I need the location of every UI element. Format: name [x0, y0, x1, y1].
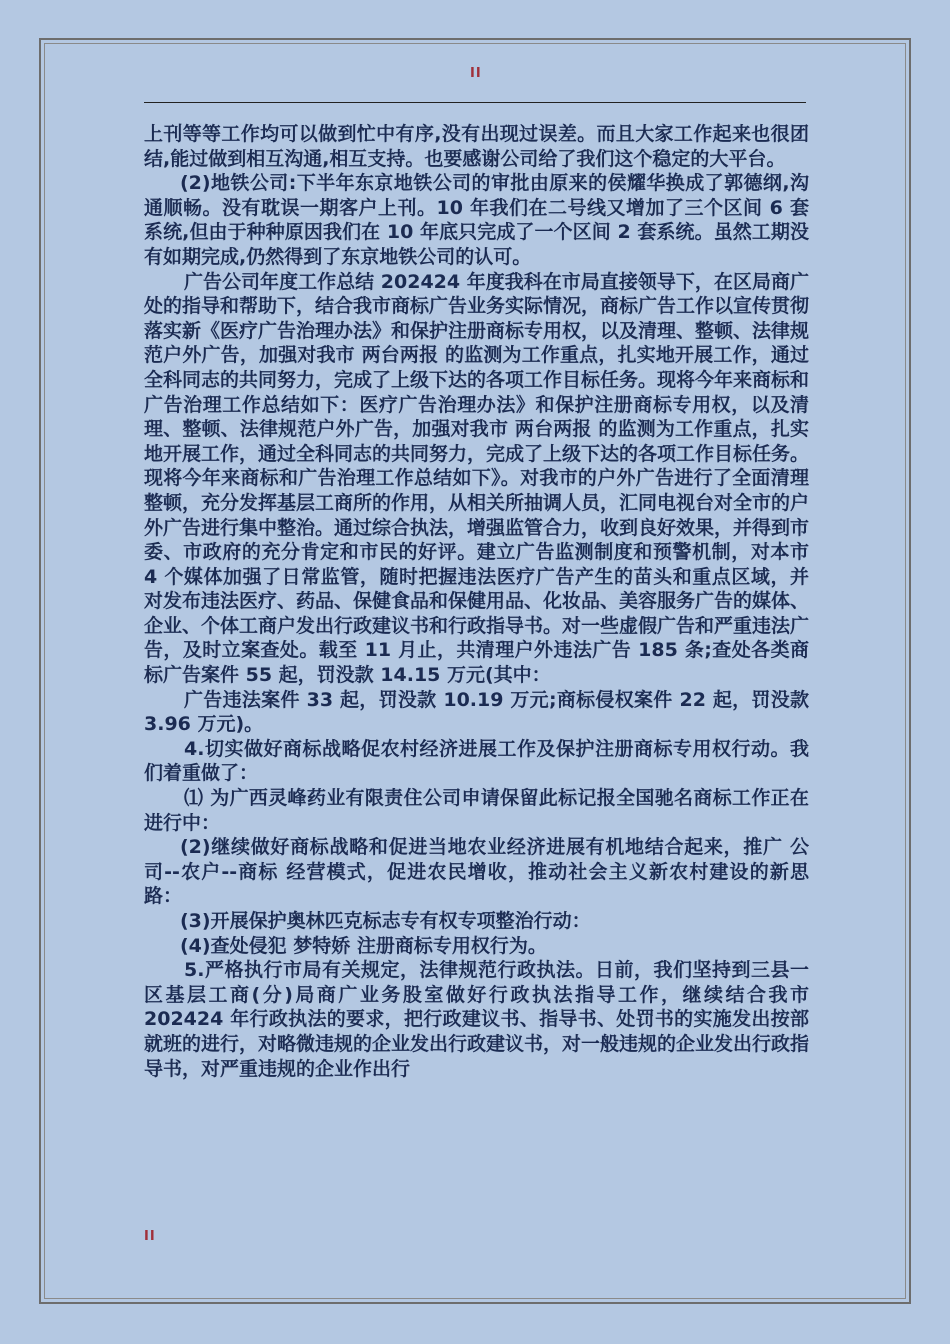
document-body: [144, 122, 809, 1081]
header-rule: [144, 102, 806, 103]
paragraph: (3)开展保护奥林匹克标志专有权专项整治行动：: [180, 910, 591, 932]
paragraph: 5.严格执行市局有关规定，法律规范行政执法。日前，我们坚持到三县一区基层工商(分)局商广业务股室做好行政执法指导工作，继续结合我市 202424 年行政执法的要求，把行政建议书、指导书、处罚书的实施发出按部就班的进行，对略微违规的企业发出行政建议书，对一般违规的企业发出行政指导书，对严重违规的企业作出行: [144, 959, 810, 1080]
paragraph: (4)查处侵犯 梦特娇 注册商标专用权行为。: [180, 934, 547, 957]
header-mark: II: [470, 66, 482, 81]
paragraph: 广告违法案件 33 起，罚没款 10.19 万元;商标侵权案件 22 起，罚没款 3.96 万元)。: [144, 688, 809, 736]
paragraph: 4.切实做好商标战略促农村经济进展工作及保护注册商标专用权行动。我们着重做了：: [144, 737, 809, 785]
paragraph: (2)继续做好商标战略和促进当地农业经济进展有机地结合起来，推广 公司--农户--商标 经营模式，促进农民增收，推动社会主义新农村建设的新思路：: [144, 836, 809, 908]
footer-mark: II: [144, 1229, 156, 1244]
paragraph: (2)地铁公司:下半年东京地铁公司的审批由原来的侯耀华换成了郭德纲,沟通顺畅。没有耽误一期客户上刊。10 年我们在二号线又增加了三个区间 6 套系统,但由于种种原因我们在 10 年底只完成了一个区间 2 套系统。虽然工期没有如期完成,仍然得到了东京地铁公司的认可。: [144, 172, 809, 268]
paragraph: 上刊等等工作均可以做到忙中有序,没有出现过误差。而且大家工作起来也很团结,能过做到相互沟通,相互支持。也要感谢公司给了我们这个稳定的大平台。: [144, 123, 809, 170]
paragraph: 广告公司年度工作总结 202424 年度我科在市局直接领导下，在区局商广处的指导和帮助下，结合我市商标广告业务实际情况，商标广告工作以宣传贯彻落实新《医疗广告治理办法》和保护注册商标专用权，以及清理、整顿、法律规范户外广告，加强对我市 两台两报 的监测为工作重点，扎实地开展工作，通过全科同志的共同努力，完成了上级下达的各项工作目标任务。现将今年来商标和广告治理工作总结如下：医疗广告治理办法》和保护注册商标专用权，以及清理、整顿、法律规范户外广告，加强对我市 两台两报 的监测为工作重点，扎实地开展工作，通过全科同志的共同努力，完成了上级下达的各项工作目标任务。现将今年来商标和广告治理工作总结如下》。对我市的户外广告进行了全面清理整顿，充分发挥基层工商所的作用，从相关所抽调人员，汇同电视台对全市的户外广告进行集中整治。通过综合执法，增强监管合力，收到良好效果，并得到市委、市政府的充分肯定和市民的好评。建立广告监测制度和预警机制，对本市 4 个媒体加强了日常监管，随时把握违法医疗广告产生的苗头和重点区域，并对发布违法医疗、药品、保健食品和保健用品、化妆品、美容服务广告的媒体、企业、个体工商户发出行政建议书和行政指导书。对一些虚假广告和严重违法广告，及时立案查处。载至 11 月止，共清理户外违法广告 185 条;查处各类商标广告案件 55 起，罚没款 14.15 万元(其中：: [144, 270, 810, 687]
paragraph: ⑴ 为广西灵峰药业有限责住公司申请保留此标记报全国驰名商标工作正在进行中：: [144, 787, 809, 834]
